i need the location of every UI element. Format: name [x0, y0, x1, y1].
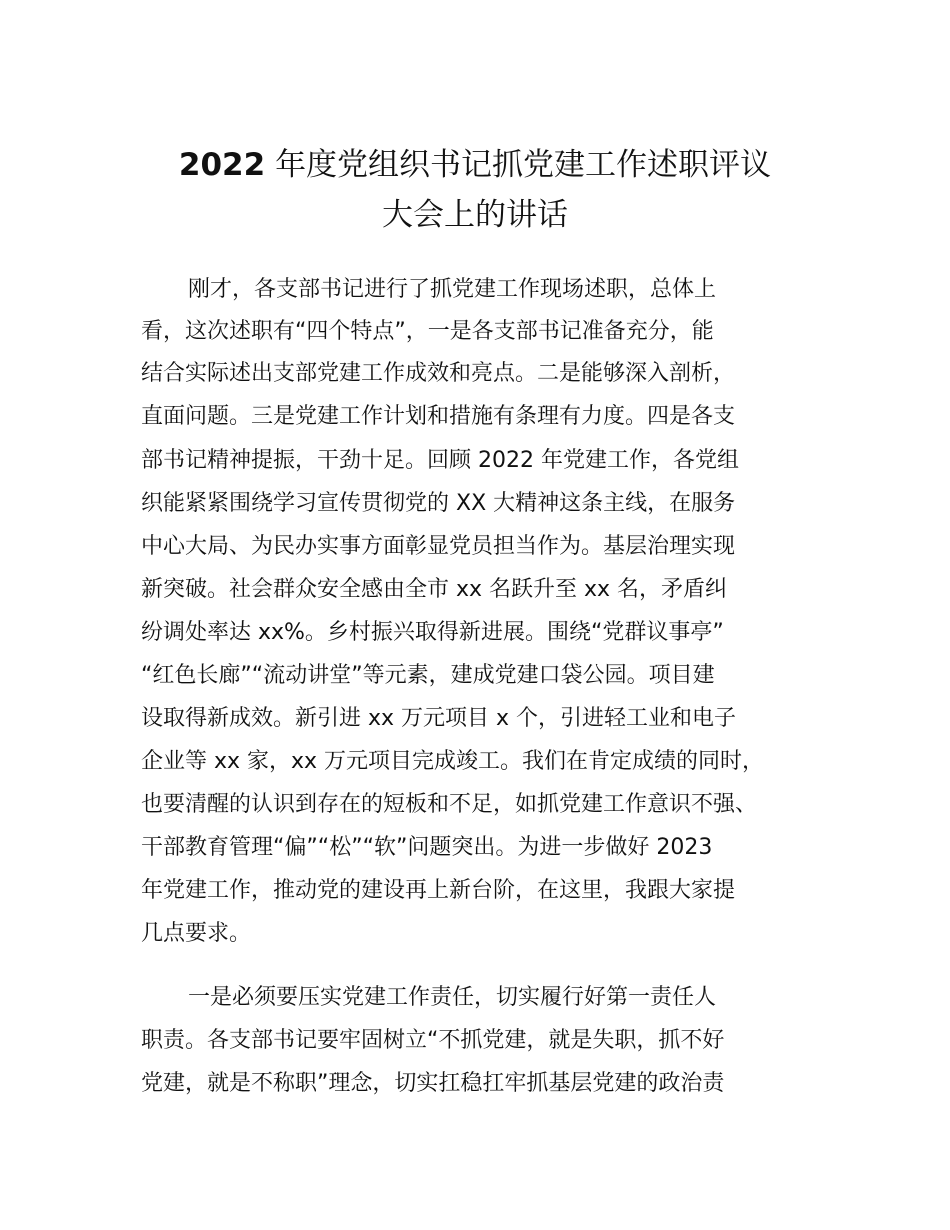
paragraph-1-line: 也要清醒的认识到存在的短板和不足，如抓党建工作意识不强、: [141, 792, 758, 817]
paragraph-1-line: 企业等 xx 家，xx 万元项目完成竣工。我们在肯定成绩的同时，: [141, 749, 765, 774]
paragraph-1-line: 看，这次述职有“四个特点”，一是各支部书记准备充分，能: [141, 319, 714, 344]
paragraph-1-line: 部书记精神提振，干劲十足。回顾 2022 年党建工作，各党组: [141, 448, 739, 473]
paragraph-1-line: 设取得新成效。新引进 xx 万元项目 x 个，引进轻工业和电子: [141, 706, 737, 731]
paragraph-2-line: 党建，就是不称职”理念，切实扛稳扛牢抓基层党建的政治责: [141, 1071, 725, 1096]
paragraph-1-line: 几点要求。: [141, 921, 252, 946]
paragraph-1-line: 年党建工作，推动党的建设再上新台阶，在这里，我跟大家提: [141, 878, 736, 903]
paragraph-1-line: 纷调处率达 xx%。乡村振兴取得新进展。围绕“党群议事亭”: [141, 620, 724, 645]
title-text: 年度党组织书记抓党建工作述职评议: [275, 147, 772, 183]
paragraph-1-line: 织能紧紧围绕学习宣传贯彻党的 XX 大精神这条主线，在服务: [141, 491, 736, 516]
paragraph-1-line: “红色长廊”“流动讲堂”等元素，建成党建口袋公园。项目建: [141, 663, 715, 688]
paragraph-1-line: 中心大局、为民办实事方面彰显党员担当作为。基层治理实现: [141, 534, 736, 559]
paragraph-1-line: 结合实际述出支部党建工作成效和亮点。二是能够深入剖析，: [141, 361, 736, 386]
paragraph-2-line: 一是必须要压实党建工作责任，切实履行好第一责任人: [188, 985, 717, 1010]
title-year: 2022: [178, 147, 266, 183]
paragraph-1-line: 刚才，各支部书记进行了抓党建工作现场述职，总体上: [188, 277, 717, 302]
paragraph-2-line: 职责。各支部书记要牢固树立“不抓党建，就是失职，抓不好: [141, 1028, 725, 1053]
document-title-line-1: [130, 147, 820, 183]
document-title-line-2: 大会上的讲话: [382, 197, 568, 233]
paragraph-1-line: 直面问题。三是党建工作计划和措施有条理有力度。四是各支: [141, 404, 736, 429]
paragraph-1-line: 新突破。社会群众安全感由全市 xx 名跃升至 xx 名，矛盾纠: [141, 577, 728, 602]
paragraph-1-line: 干部教育管理“偏”“松”“软”问题突出。为进一步做好 2023: [141, 835, 713, 860]
